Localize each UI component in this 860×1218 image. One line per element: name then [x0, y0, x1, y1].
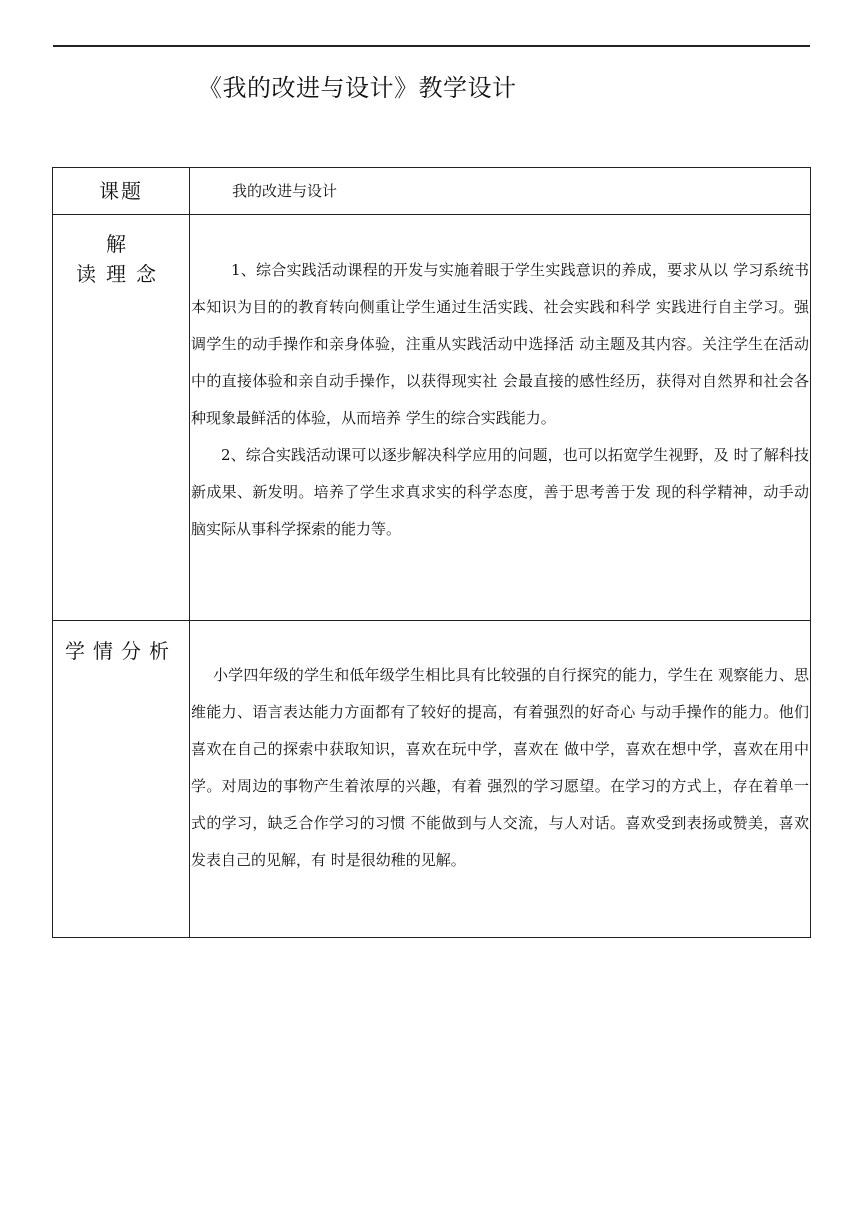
concept-label-line1: 解: [106, 232, 136, 256]
topic-row: [53, 168, 811, 215]
concept-paragraph-1: 1、综合实践活动课程的开发与实施着眼于学生实践意识的养成，要求从以 学习系统书本知识为目的的教育转向侧重让学生通过生活实践、社会实践和科学 实践进行自主学习。强调学生的动手操作和亲身体验，注重从实践活动中选择活 动主题及其内容。关注学生在活动中的直接体验和亲自动手操作，以获得现实社 会最直接的感性经历，获得对自然界和社会各种现象最鲜活的体验，从而培养 学生的综合实践能力。: [191, 261, 809, 427]
analysis-label: 学情分析: [65, 639, 177, 663]
document-title: 《我的改进与设计》教学设计: [198, 74, 517, 102]
analysis-label-cell: [53, 621, 190, 938]
concept-paragraph-2: 2、综合实践活动课可以逐步解决科学应用的问题，也可以拓宽学生视野，及 时了解科技新成果、新发明。培养了学生求真求实的科学态度，善于思考善于发 现的科学精神，动手动脑实际从事科学探索的能力等。: [191, 446, 809, 538]
lesson-plan-table: [52, 167, 811, 938]
concept-label-line2: 读理念: [76, 262, 166, 286]
topic-value-cell: [190, 168, 811, 215]
concept-row: [53, 215, 811, 621]
analysis-row: [53, 621, 811, 938]
analysis-paragraph-1: 小学四年级的学生和低年级学生相比具有比较强的自行探究的能力，学生在 观察能力、思维能力、语言表达能力方面都有了较好的提高，有着强烈的好奇心 与动手操作的能力。他们喜欢在自己的探索中获取知识，喜欢在玩中学，喜欢在 做中学，喜欢在想中学，喜欢在用中学。对周边的事物产生着浓厚的兴趣，有着 强烈的学习愿望。在学习的方式上，存在着单一式的学习，缺乏合作学习的习惯 不能做到与人交流，与人对话。喜欢受到表扬或赞美，喜欢发表自己的见解，有 时是很幼稚的见解。: [191, 666, 809, 869]
topic-value: 我的改进与设计: [232, 182, 338, 200]
topic-label: 课题: [99, 179, 143, 203]
analysis-content-cell: [190, 621, 811, 938]
concept-label: [53, 215, 189, 289]
concept-label-cell: [53, 215, 190, 621]
header-rule: [53, 45, 810, 47]
topic-label-cell: [53, 168, 190, 215]
concept-body: [190, 215, 810, 548]
analysis-body: [190, 621, 810, 879]
concept-content-cell: [190, 215, 811, 621]
